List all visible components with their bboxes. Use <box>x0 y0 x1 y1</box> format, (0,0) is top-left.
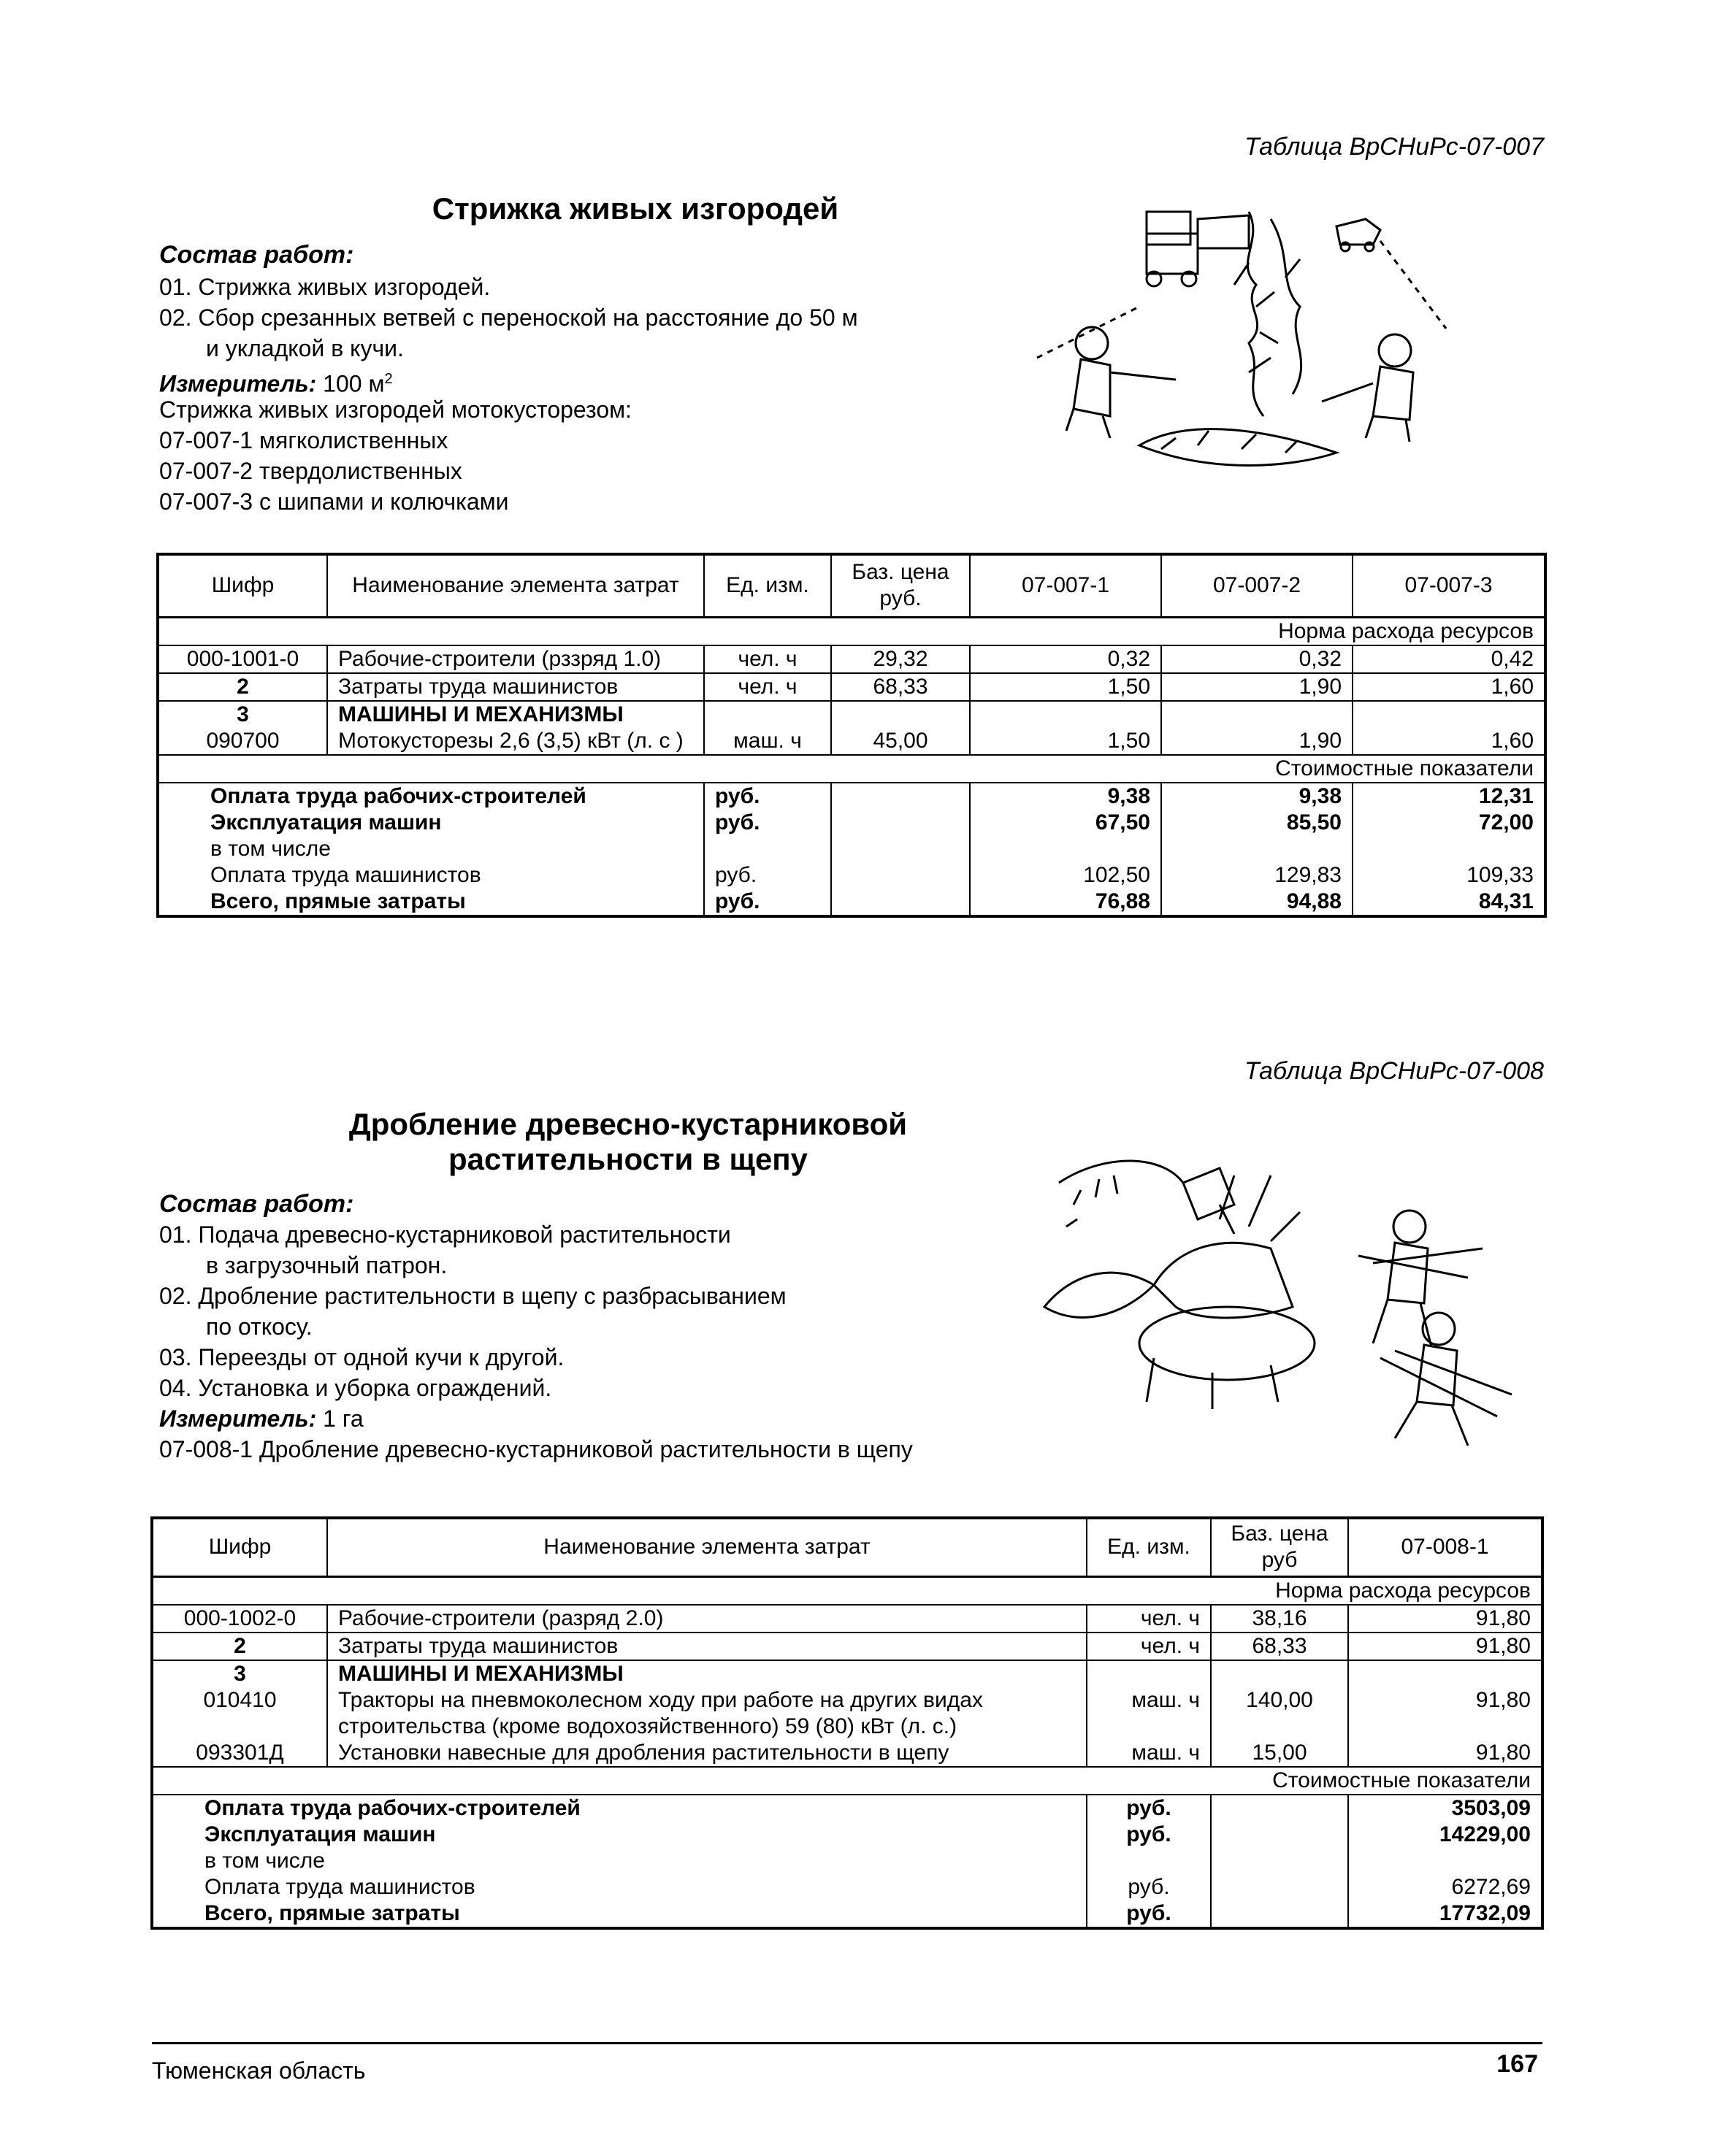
header-unit: Ед. изм. <box>704 554 831 617</box>
cell-value: 1,90 <box>1161 673 1353 701</box>
header-price: Баз. цена руб. <box>831 554 970 617</box>
cell-value: 1,50 <box>970 701 1161 755</box>
method-line: Стрижка живых изгородей мотокусторезом: <box>159 396 632 423</box>
table-row <box>158 701 1545 755</box>
cost-value: 9,38 <box>1161 783 1353 810</box>
cell-unit: маш. ч <box>1087 1740 1211 1767</box>
cost-row <box>158 889 1545 916</box>
cost-value: 67,50 <box>970 810 1161 836</box>
cost-value: 3503,09 <box>1348 1795 1542 1822</box>
cost-value: 9,38 <box>970 783 1161 810</box>
composition-heading: Состав работ: <box>159 1190 354 1218</box>
cell-value: 1,60 <box>1353 701 1545 755</box>
cell-code: 090700 <box>206 728 280 753</box>
cost-value: 12,31 <box>1353 783 1545 810</box>
measure-value: 100 м <box>323 370 385 397</box>
cell-name: МАШИНЫ И МЕХАНИЗМЫ <box>327 1660 1087 1687</box>
cell-unit: маш. ч <box>704 701 831 755</box>
cell-unit: чел. ч <box>704 673 831 701</box>
cost-value: 109,33 <box>1353 862 1545 889</box>
cell-value: 1,60 <box>1353 673 1545 701</box>
work-item: 01. Стрижка живых изгородей. <box>159 274 491 300</box>
code-line: 07-007-2 твердолиственных <box>159 458 462 484</box>
cell-name: Мотокусторезы 2,6 (3,5) кВт (л. с ) <box>338 728 684 753</box>
cell-price: 68,33 <box>831 673 970 701</box>
cell-name: Установки навесные для дробления растительности в щепу <box>327 1740 1087 1767</box>
cell-value: 1,90 <box>1161 701 1353 755</box>
header-col-2: 07-007-2 <box>1161 554 1353 617</box>
cell-unit: чел. ч <box>1087 1633 1211 1660</box>
cell-code: 000-1001-0 <box>158 645 327 673</box>
measure-value: 1 га <box>323 1405 364 1432</box>
work-item: 02. Дробление растительности в щепу с разбрасыванием <box>159 1283 787 1309</box>
cell-code: 3 <box>237 702 249 726</box>
page-number: 167 <box>1496 2050 1538 2078</box>
table-row <box>152 1687 1542 1740</box>
cell-name: Затраты труда машинистов <box>327 673 704 701</box>
cell-price: 45,00 <box>831 701 970 755</box>
cell-value: 0,32 <box>970 645 1161 673</box>
resource-table-07-007 <box>156 553 1547 918</box>
cost-row <box>152 1795 1542 1822</box>
code-line: 07-007-3 с шипами и колючками <box>159 488 509 515</box>
cell-name: строительства (кроме водохозяйственного) 59 (80) кВт (л. с.) <box>338 1714 957 1738</box>
work-item-continued: в загрузочный патрон. <box>206 1252 448 1278</box>
wood-chipper-illustration <box>1030 1139 1541 1460</box>
cost-row <box>158 810 1545 836</box>
cost-unit: руб. <box>704 862 831 889</box>
header-name: Наименование элемента затрат <box>327 1518 1087 1576</box>
cost-label: Стоимостные показатели <box>158 755 1545 783</box>
cost-name: в том числе <box>152 1848 1087 1874</box>
cost-unit: руб. <box>1087 1795 1211 1822</box>
cost-unit: руб. <box>704 783 831 810</box>
cell-value: 91,80 <box>1348 1687 1542 1740</box>
cost-value: 102,50 <box>970 862 1161 889</box>
cost-value: 14229,00 <box>1348 1822 1542 1848</box>
table-row <box>158 645 1545 673</box>
cost-row <box>152 1874 1542 1900</box>
cost-name: Оплата труда машинистов <box>158 862 704 889</box>
header-name: Наименование элемента затрат <box>327 554 704 617</box>
cost-name: Эксплуатация машин <box>152 1822 1087 1848</box>
cost-row <box>152 1900 1542 1928</box>
table-row <box>152 1660 1542 1687</box>
code-line: 07-008-1 Дробление древесно-кустарниковой растительности в щепу <box>159 1436 913 1462</box>
header-col-1: 07-008-1 <box>1348 1518 1542 1576</box>
cost-unit: руб. <box>1087 1874 1211 1900</box>
header-col-1: 07-007-1 <box>970 554 1161 617</box>
cost-value: 76,88 <box>970 889 1161 916</box>
cell-price: 68,33 <box>1211 1633 1348 1660</box>
table-row <box>158 673 1545 701</box>
cost-unit: руб. <box>704 810 831 836</box>
composition-heading: Состав работ: <box>159 241 354 269</box>
section-title-line: растительности в щепу <box>448 1142 808 1176</box>
cost-name: Оплата труда рабочих-строителей <box>152 1795 1087 1822</box>
hedge-trimming-illustration <box>1030 197 1461 489</box>
work-item: 02. Сбор срезанных ветвей с переноской на расстояние до 50 м <box>159 304 858 331</box>
cell-name: Тракторы на пневмоколесном ходу при работе на других видах <box>338 1687 983 1712</box>
work-item: 01. Подача древесно-кустарниковой растительности <box>159 1221 731 1248</box>
cell-price: 140,00 <box>1211 1687 1348 1740</box>
cell-unit: чел. ч <box>704 645 831 673</box>
cell-code: 3 <box>152 1660 327 1687</box>
cost-row <box>152 1848 1542 1874</box>
cell-code: 010410 <box>152 1687 327 1740</box>
cell-value: 0,32 <box>1161 645 1353 673</box>
cell-code: 2 <box>158 673 327 701</box>
cost-label: Стоимостные показатели <box>152 1767 1542 1795</box>
cell-name: Затраты труда машинистов <box>327 1633 1087 1660</box>
cost-value: 129,83 <box>1161 862 1353 889</box>
cell-code: 000-1002-0 <box>152 1605 327 1633</box>
table-caption-07-007: Таблица ВрСНиРс-07-007 <box>1244 133 1544 161</box>
footer-divider <box>152 2042 1542 2044</box>
work-item-continued: и укладкой в кучи. <box>206 335 404 361</box>
cost-value: 17732,09 <box>1348 1900 1542 1928</box>
header-code: Шифр <box>152 1518 327 1576</box>
measure-label: Измеритель: <box>159 1405 317 1432</box>
cost-value: 94,88 <box>1161 889 1353 916</box>
table-caption-07-008: Таблица ВрСНиРс-07-008 <box>1244 1057 1544 1085</box>
cell-value: 91,80 <box>1348 1740 1542 1767</box>
cost-value: 6272,69 <box>1348 1874 1542 1900</box>
cell-unit: чел. ч <box>1087 1605 1211 1633</box>
measure-line <box>159 1403 364 1434</box>
cost-name: Оплата труда машинистов <box>152 1874 1087 1900</box>
measure-label: Измеритель: <box>159 370 317 397</box>
norm-label: Норма расхода ресурсов <box>158 617 1545 645</box>
table-row <box>152 1633 1542 1660</box>
table-row <box>152 1740 1542 1767</box>
table-row <box>152 1605 1542 1633</box>
cell-price: 38,16 <box>1211 1605 1348 1633</box>
cost-value: 85,50 <box>1161 810 1353 836</box>
section-title-07-008 <box>278 1107 979 1177</box>
header-col-3: 07-007-3 <box>1353 554 1545 617</box>
work-item: 03. Переезды от одной кучи к другой. <box>159 1344 565 1370</box>
cell-value: 0,42 <box>1353 645 1545 673</box>
norm-label: Норма расхода ресурсов <box>152 1576 1542 1605</box>
footer-region: Тюменская область <box>152 2057 366 2084</box>
cost-unit: руб. <box>1087 1900 1211 1928</box>
cell-value: 91,80 <box>1348 1605 1542 1633</box>
cell-unit: маш. ч <box>1087 1687 1211 1740</box>
cost-name: Всего, прямые затраты <box>152 1900 1087 1928</box>
cost-name: Всего, прямые затраты <box>158 889 704 916</box>
cost-row <box>158 836 1545 862</box>
cost-name: Эксплуатация машин <box>158 810 704 836</box>
cell-value: 1,50 <box>970 673 1161 701</box>
work-item-continued: по откосу. <box>206 1313 313 1340</box>
header-code: Шифр <box>158 554 327 617</box>
cell-code: 093301Д <box>152 1740 327 1767</box>
cost-value: 72,00 <box>1353 810 1545 836</box>
cell-name: Рабочие-строители (разряд 2.0) <box>327 1605 1087 1633</box>
cell-value: 91,80 <box>1348 1633 1542 1660</box>
section-title-07-007: Стрижка живых изгородей <box>432 191 839 226</box>
cell-price: 15,00 <box>1211 1740 1348 1767</box>
resource-table-07-008 <box>150 1516 1544 1930</box>
cell-price: 29,32 <box>831 645 970 673</box>
cost-row <box>152 1822 1542 1848</box>
section-title-line: Дробление древесно-кустарниковой <box>348 1107 908 1141</box>
cost-name: в том числе <box>158 836 704 862</box>
cost-unit: руб. <box>1087 1822 1211 1848</box>
cost-row <box>158 862 1545 889</box>
work-item: 04. Установка и уборка ограждений. <box>159 1375 552 1401</box>
measure-sup: 2 <box>384 371 393 387</box>
cell-code: 2 <box>152 1633 327 1660</box>
header-unit: Ед. изм. <box>1087 1518 1211 1576</box>
cost-row <box>158 783 1545 810</box>
cost-unit: руб. <box>704 889 831 916</box>
cost-value: 84,31 <box>1353 889 1545 916</box>
code-line: 07-007-1 мягколиственных <box>159 427 448 453</box>
header-price: Баз. цена руб <box>1211 1518 1348 1576</box>
cell-name: Рабочие-строители (рззряд 1.0) <box>327 645 704 673</box>
cost-name: Оплата труда рабочих-строителей <box>158 783 704 810</box>
cell-name: МАШИНЫ И МЕХАНИЗМЫ <box>338 702 624 726</box>
